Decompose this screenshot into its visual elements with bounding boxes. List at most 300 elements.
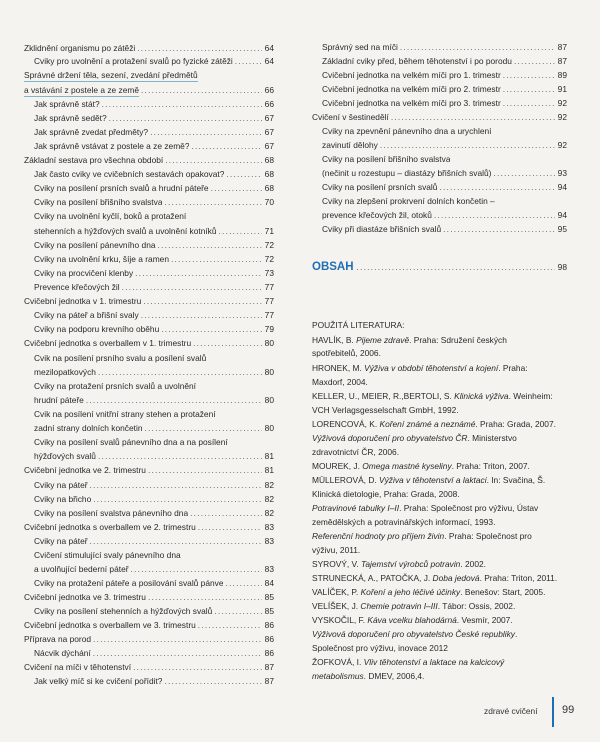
literature-line: [312, 600, 572, 612]
toc-entry-title: Cviky na páteř: [34, 536, 88, 546]
leader-dots: [165, 154, 262, 166]
literature-author: HRONEK, M.: [312, 363, 365, 373]
toc-entry-page: 85: [264, 592, 274, 602]
leader-dots: [86, 394, 262, 406]
leader-dots: [434, 209, 555, 221]
leader-dots: [90, 479, 262, 491]
toc-entry[interactable]: [24, 450, 274, 462]
toc-entry-page: 67: [264, 113, 274, 123]
literature-line: [312, 376, 572, 388]
toc-entry-page: 86: [264, 620, 274, 630]
toc-entry-page: 87: [557, 42, 567, 52]
literature-line: [312, 586, 572, 598]
literature-title: Výživová doporučení pro obyvatelstvo České republiky: [312, 629, 515, 639]
toc-entry-title: Cvik na posílení vnitřní strany stehen a protažení: [34, 409, 216, 419]
literature-author: MÜLLEROVÁ, D.: [312, 475, 380, 485]
literature-line: [312, 642, 572, 654]
toc-entry-title: Cviky na posílení pánevního dna: [34, 240, 156, 250]
literature-line: [312, 502, 572, 514]
toc-entry[interactable]: [24, 239, 274, 251]
toc-entry[interactable]: [24, 661, 274, 673]
toc-entry-page: 82: [264, 494, 274, 504]
toc-entry-page: 72: [264, 240, 274, 250]
leader-dots: [164, 196, 262, 208]
toc-entry-page: 66: [264, 99, 274, 109]
leader-dots: [133, 661, 262, 673]
toc-entry-title: Jak správně vstávat z postele a ze země?: [34, 141, 190, 151]
literature-line: [312, 446, 572, 458]
toc-entry-page: 83: [264, 536, 274, 546]
toc-entry-title: Cviky na páteř a břišní svaly: [34, 310, 139, 320]
toc-entry-title: Cvičební jednotka v 1. trimestru: [24, 296, 142, 306]
literature-line: [312, 460, 572, 472]
literature-title: Doba jedová: [432, 573, 480, 583]
footer-divider: [552, 697, 554, 727]
literature-title: Omega mastné kyseliny: [362, 461, 452, 471]
leader-dots: [503, 69, 555, 81]
toc-entry-title: Cviky na uvolnění krku, šíje a ramen: [34, 254, 169, 264]
toc-entry-title: Cvičení na míči v těhotenství: [24, 662, 132, 672]
toc-entry-page: 92: [557, 140, 567, 150]
leader-dots: [93, 633, 262, 645]
toc-entry-page: 87: [264, 676, 274, 686]
leader-dots: [214, 605, 262, 617]
toc-entry[interactable]: [24, 225, 274, 237]
toc-entry-page: 85: [264, 606, 274, 616]
toc-entry-title: Jak správně stát?: [34, 99, 100, 109]
literature-author: LORENCOVÁ, K.: [312, 419, 380, 429]
toc-entry-title: Cviky na posílení prsních svalů: [322, 182, 438, 192]
toc-entry[interactable]: [24, 337, 274, 349]
toc-entry[interactable]: [312, 125, 567, 137]
toc-entry-page: 80: [264, 338, 274, 348]
toc-entry[interactable]: [312, 97, 567, 109]
leader-dots: [93, 493, 262, 505]
toc-entry[interactable]: [24, 563, 274, 575]
toc-entry[interactable]: [24, 309, 274, 321]
leader-dots: [357, 262, 555, 272]
toc-entry[interactable]: [24, 493, 274, 505]
toc-entry-page: 83: [264, 522, 274, 532]
obsah-label: OBSAH: [312, 261, 354, 273]
toc-entry-page: 81: [264, 465, 274, 475]
toc-entry-page: 83: [264, 564, 274, 574]
toc-entry[interactable]: [312, 153, 567, 165]
literature-author: zdravotnictví ČR, 2006.: [312, 447, 400, 457]
toc-entry[interactable]: [24, 507, 274, 519]
literature-author: KELLER, U., MEIER, R.,BERTOLI, S.: [312, 391, 455, 401]
leader-dots: [503, 97, 555, 109]
toc-entry-page: 79: [264, 324, 274, 334]
literature-author: výživu, 2011.: [312, 545, 361, 555]
toc-entry-page: 82: [264, 480, 274, 490]
toc-entry-title: Cvičení v šestinedělí: [312, 112, 389, 122]
toc-entry-title: Cviky na uvolnění kyčlí, boků a protažení: [34, 211, 187, 221]
toc-entry-page: 67: [264, 127, 274, 137]
toc-entry[interactable]: [24, 380, 274, 392]
toc-entry-title: Cviky na zlepšení prokrvení dolních končetin –: [322, 196, 495, 206]
toc-entry-title: a uvolňující bederní páteř: [34, 564, 129, 574]
literature-line: [312, 530, 572, 542]
toc-entry-title: Cvičební jednotka s overballem ve 3. trimestru: [24, 620, 196, 630]
literature-rest: . DMEV, 2006,4.: [363, 671, 425, 681]
literature-title: Koření známé a neznámé: [379, 419, 476, 429]
toc-entry-page: 95: [557, 224, 567, 234]
literature-title: Výživová doporučení pro obyvatelstvo ČR: [312, 433, 468, 443]
leader-dots: [493, 167, 555, 179]
toc-entry-page: 82: [264, 508, 274, 518]
leader-dots: [503, 83, 555, 95]
toc-entry[interactable]: [24, 267, 274, 279]
toc-entry-title: Cviky na zpevnění pánevního dna a urychlení: [322, 126, 492, 136]
toc-entry-title: Jak správně zvedat předměty?: [34, 127, 149, 137]
literature-author: spotřebitelů, 2006.: [312, 348, 381, 358]
literature-title: Výživa v období těhotenství a kojení: [364, 363, 499, 373]
literature-author: Maxdorf, 2004.: [312, 377, 368, 387]
literature-line: [312, 362, 572, 374]
leader-dots: [198, 521, 262, 533]
toc-entry-title: prevence křečových žil, otoků: [322, 210, 432, 220]
toc-entry-title: Cvičební jednotka s overballem v 1. trimestru: [24, 338, 192, 348]
toc-entry-page: 81: [264, 451, 274, 461]
leader-dots: [109, 112, 262, 124]
toc-entry-title: Cviky při diastáze břišních svalů: [322, 224, 442, 234]
leader-dots: [102, 98, 262, 110]
leader-dots: [164, 675, 262, 687]
toc-entry[interactable]: [312, 41, 567, 53]
literature-rest: . Benešov: Start, 2005.: [460, 587, 546, 597]
toc-entry[interactable]: [24, 647, 274, 659]
toc-entry-title: Cvičební jednotka ve 2. trimestru: [24, 465, 146, 475]
leader-dots: [141, 309, 262, 321]
toc-entry[interactable]: [24, 112, 274, 124]
literature-author: ŽOFKOVÁ, I.: [312, 657, 364, 667]
toc-entry[interactable]: [24, 126, 274, 138]
leader-dots: [144, 422, 262, 434]
leader-dots: [135, 267, 262, 279]
leader-dots: [219, 225, 262, 237]
toc-entry-title: Cvičební jednotka na velkém míči pro 3. trimestr: [322, 98, 501, 108]
leader-dots: [235, 55, 262, 67]
toc-entry[interactable]: [24, 154, 274, 166]
toc-entry[interactable]: [24, 521, 274, 533]
literature-author: VALÍČEK, P.: [312, 587, 361, 597]
leader-dots: [380, 139, 555, 151]
literature-line: [312, 516, 572, 528]
leader-dots: [439, 181, 555, 193]
toc-entry-title: Cvičební jednotka na velkém míči pro 2. trimestr: [322, 84, 501, 94]
toc-entry-title: Jak často cviky ve cvičebních sestavách opakovat?: [34, 169, 225, 179]
toc-entry[interactable]: [24, 140, 274, 152]
toc-entry-title: Správné držení těla, sezení, zvedání předmětů: [24, 70, 198, 80]
literature-rest: . Praha: Grada, 2007.: [475, 419, 556, 429]
leader-dots: [514, 55, 555, 67]
literature-line: [312, 432, 572, 444]
toc-entry-page: 67: [264, 141, 274, 151]
toc-entry[interactable]: [24, 408, 274, 420]
literature-title: Vliv těhotenství a laktace na kalcicový: [363, 657, 505, 667]
toc-entry-title: a vstávání z postele a ze země: [24, 85, 139, 95]
literature-rest: .: [514, 629, 518, 639]
toc-entry-page: 73: [264, 268, 274, 278]
toc-entry-page: 72: [264, 254, 274, 264]
footer-section-title: zdravé cvičení: [484, 706, 538, 716]
toc-entry-title: Prevence křečových žil: [34, 282, 120, 292]
leader-dots: [190, 507, 262, 519]
literature-rest: . Praha: Triton, 2011.: [479, 573, 558, 583]
page-number: 99: [562, 704, 575, 716]
leader-dots: [161, 323, 262, 335]
toc-entry-title: Nácvik dýchání: [34, 648, 91, 658]
toc-entry-title: Cvičební jednotka s overballem ve 2. trimestru: [24, 522, 196, 532]
toc-entry[interactable]: [24, 436, 274, 448]
toc-entry-page: 89: [557, 70, 567, 80]
toc-entry[interactable]: [24, 535, 274, 547]
toc-entry-title: Cvik na posílení prsního svalu a posílení svalů: [34, 353, 207, 363]
toc-entry[interactable]: [312, 139, 567, 151]
toc-entry-page: 91: [557, 84, 567, 94]
toc-entry[interactable]: [24, 479, 274, 491]
toc-entry[interactable]: [312, 83, 567, 95]
literature-title: Výživa v těhotenství a laktaci: [379, 475, 487, 485]
toc-entry[interactable]: [24, 210, 274, 222]
toc-entry[interactable]: [312, 167, 567, 179]
toc-entry-title: Cviky pro uvolnění a protažení svalů po fyzické zátěži: [34, 56, 233, 66]
toc-entry[interactable]: [312, 181, 567, 193]
toc-entry[interactable]: [24, 619, 274, 631]
toc-entry-title: hýžďových svalů: [34, 451, 96, 461]
toc-entry[interactable]: [312, 55, 567, 67]
obsah-page: 98: [557, 262, 567, 272]
leader-dots: [226, 168, 262, 180]
toc-entry[interactable]: [24, 69, 274, 81]
literature-author: Společnost pro výživu, inovace 2012: [312, 643, 448, 653]
toc-entry-title: Cviky na protažení prsních svalů a uvolnění: [34, 381, 197, 391]
literature-line: [312, 628, 572, 640]
toc-entry-title: zadní strany dolních končetin: [34, 423, 143, 433]
toc-entry-page: 66: [264, 85, 274, 95]
toc-entry-title: Příprava na porod: [24, 634, 92, 644]
toc-entry[interactable]: [24, 591, 274, 603]
toc-entry-page: 94: [557, 182, 567, 192]
literature-author: HAVLÍK, B.: [312, 335, 357, 345]
toc-entry-title: Cvičební jednotka ve 3. trimestru: [24, 592, 146, 602]
leader-dots: [211, 182, 262, 194]
literature-rest: . 2002.: [460, 559, 486, 569]
toc-entry[interactable]: [24, 675, 274, 687]
leader-dots: [171, 253, 262, 265]
toc-entry[interactable]: [312, 111, 567, 123]
toc-entry-title: hrudní páteře: [34, 395, 84, 405]
toc-entry-page: 64: [264, 56, 274, 66]
literature-line: [312, 347, 572, 359]
literature-line: [312, 404, 572, 416]
leader-dots: [198, 619, 262, 631]
literature-line: [312, 670, 572, 682]
toc-entry-title: mezilopatkových: [34, 367, 96, 377]
leader-dots: [98, 366, 262, 378]
toc-entry-title: Cviky na podporu krevního oběhu: [34, 324, 160, 334]
leader-dots: [148, 464, 262, 476]
literature-line: [312, 474, 572, 486]
toc-entry-page: 87: [264, 662, 274, 672]
toc-entry-page: 80: [264, 395, 274, 405]
toc-entry-title: Cviky na procvičení klenby: [34, 268, 134, 278]
literature-line: [312, 614, 572, 626]
toc-entry-title: Cviky na páteř: [34, 480, 88, 490]
leader-dots: [90, 535, 262, 547]
literature-line: [312, 390, 572, 402]
toc-entry[interactable]: [24, 464, 274, 476]
toc-entry-title: Cviky na břicho: [34, 494, 92, 504]
literature-line: [312, 544, 572, 556]
literature-author: VYSKOČIL, F.: [312, 615, 368, 625]
toc-entry-title: Zklidnění organismu po zátěži: [24, 43, 136, 53]
leader-dots: [143, 295, 262, 307]
obsah-entry[interactable]: [312, 261, 567, 273]
literature-title: Potravinové tabulky I–II: [312, 503, 400, 513]
toc-entry-title: zavinutí dělohy: [322, 140, 378, 150]
leader-dots: [141, 84, 262, 96]
literature-author: zemědělských a potravinářských informací, 1993.: [312, 517, 496, 527]
literature-rest: . Tábor: Ossis, 2002.: [437, 601, 516, 611]
toc-entry-page: 80: [264, 423, 274, 433]
literature-line: [312, 334, 572, 346]
literature-rest: . Praha: Triton, 2007.: [451, 461, 530, 471]
toc-entry[interactable]: [24, 323, 274, 335]
toc-entry[interactable]: [24, 352, 274, 364]
toc-entry-page: 71: [264, 226, 274, 236]
literature-rest: . Ministerstvo: [467, 433, 517, 443]
toc-entry-title: Správný sed na míči: [322, 42, 398, 52]
toc-entry[interactable]: [24, 605, 274, 617]
toc-entry[interactable]: [24, 55, 274, 67]
toc-entry-page: 80: [264, 367, 274, 377]
toc-entry-title: Základní cviky před, během těhotenství i po porodu: [322, 56, 512, 66]
literature-rest: . Weinheim:: [508, 391, 553, 401]
toc-entry-title: stehenních a hýžďových svalů a uvolnění kotníků: [34, 226, 217, 236]
leader-dots: [391, 111, 555, 123]
toc-entry-page: 77: [264, 310, 274, 320]
leader-dots: [150, 126, 262, 138]
toc-entry-title: Cviky na posílení svalstva pánevního dna: [34, 508, 189, 518]
toc-entry-page: 70: [264, 197, 274, 207]
toc-entry-title: Cviky na posílení svalů pánevního dna a na posílení: [34, 437, 228, 447]
toc-entry[interactable]: [24, 42, 274, 54]
toc-entry-page: 93: [557, 168, 567, 178]
toc-entry-title: Jak velký míč si ke cvičení pořídit?: [34, 676, 163, 686]
literature-title: Klinická výživa: [454, 391, 509, 401]
literature-heading: POUŽITÁ LITERATURA:: [312, 320, 405, 330]
toc-entry[interactable]: [24, 281, 274, 293]
leader-dots: [148, 591, 262, 603]
literature-line: [312, 558, 572, 570]
toc-entry-page: 92: [557, 98, 567, 108]
toc-entry[interactable]: [312, 209, 567, 221]
leader-dots: [131, 563, 262, 575]
toc-entry[interactable]: [24, 633, 274, 645]
literature-title: Pijeme zdravě: [356, 335, 410, 345]
toc-entry-title: Cvičení stimulující svaly pánevního dna: [34, 550, 181, 560]
toc-entry[interactable]: [312, 223, 567, 235]
leader-dots: [98, 450, 262, 462]
leader-dots: [122, 281, 262, 293]
literature-line: [312, 418, 572, 430]
toc-entry-title: Cviky na posílení prsních svalů a hrudní páteře: [34, 183, 209, 193]
leader-dots: [137, 42, 262, 54]
literature-author: MOUREK, J.: [312, 461, 363, 471]
toc-entry-title: Cviky na posílení stehenních a hýžďových svalů: [34, 606, 213, 616]
toc-entry[interactable]: [24, 549, 274, 561]
toc-entry[interactable]: [24, 98, 274, 110]
toc-entry-page: 94: [557, 210, 567, 220]
toc-entry-page: 86: [264, 648, 274, 658]
toc-entry-page: 68: [264, 169, 274, 179]
literature-title: Káva vcelku blahodárná: [367, 615, 457, 625]
literature-title: Koření a jeho léčivé účinky: [360, 587, 461, 597]
toc-entry[interactable]: [24, 196, 274, 208]
toc-entry-page: 68: [264, 183, 274, 193]
toc-entry-page: 84: [264, 578, 274, 588]
toc-entry-title: Cviky na protažení páteře a posilování svalů pánve: [34, 578, 224, 588]
toc-entry[interactable]: [24, 295, 274, 307]
literature-rest: . In: Svačina, Š.: [486, 475, 546, 485]
leader-dots: [225, 577, 262, 589]
toc-entry[interactable]: [24, 84, 274, 96]
literature-author: Klinická dietologie, Praha: Grada, 2008.: [312, 489, 460, 499]
toc-entry-page: 92: [557, 112, 567, 122]
leader-dots: [93, 647, 262, 659]
toc-entry-title: Cviky na posílení břišního svalstva: [322, 154, 451, 164]
literature-title: Tajemství výrobců potravin: [361, 559, 461, 569]
leader-dots: [158, 239, 262, 251]
toc-entry-page: 87: [557, 56, 567, 66]
literature-title: Referenční hodnoty pro příjem živin: [312, 531, 445, 541]
literature-rest: . Praha: Společnost pro výživu, Ústav: [399, 503, 539, 513]
literature-line: [312, 656, 572, 668]
toc-entry[interactable]: [24, 253, 274, 265]
toc-entry-page: 86: [264, 634, 274, 644]
literature-author: STRUNECKÁ, A., PATOČKA, J.: [312, 573, 433, 583]
toc-entry-title: Jak správně sedět?: [34, 113, 107, 123]
toc-entry[interactable]: [312, 195, 567, 207]
toc-entry[interactable]: [24, 168, 274, 180]
literature-title: Chemie potravin I–III: [360, 601, 438, 611]
toc-entry-title: Cvičební jednotka na velkém míči pro 1. trimestr: [322, 70, 501, 80]
toc-entry-title: Cviky na posílení břišního svalstva: [34, 197, 163, 207]
literature-rest: . Praha:: [498, 363, 528, 373]
toc-entry[interactable]: [24, 422, 274, 434]
toc-entry[interactable]: [24, 394, 274, 406]
literature-author: SYROVÝ, V.: [312, 559, 362, 569]
leader-dots: [400, 41, 555, 53]
toc-entry[interactable]: [24, 577, 274, 589]
toc-entry[interactable]: [24, 182, 274, 194]
leader-dots: [193, 337, 262, 349]
toc-entry-title: (nečinit u rozestupu – diastázy břišních svalů): [322, 168, 492, 178]
toc-entry[interactable]: [312, 69, 567, 81]
toc-entry-page: 68: [264, 155, 274, 165]
literature-title: metabolismus: [312, 671, 364, 681]
leader-dots: [443, 223, 555, 235]
toc-entry-title: Základní sestava pro všechna období: [24, 155, 164, 165]
literature-author: VELÍŠEK, J.: [312, 601, 361, 611]
leader-dots: [191, 140, 262, 152]
toc-entry[interactable]: [24, 366, 274, 378]
literature-author: VCH Verlagsgesselschaft GmbH, 1992.: [312, 405, 459, 415]
literature-line: [312, 572, 572, 584]
literature-rest: . Praha: Sdružení českých: [409, 335, 507, 345]
